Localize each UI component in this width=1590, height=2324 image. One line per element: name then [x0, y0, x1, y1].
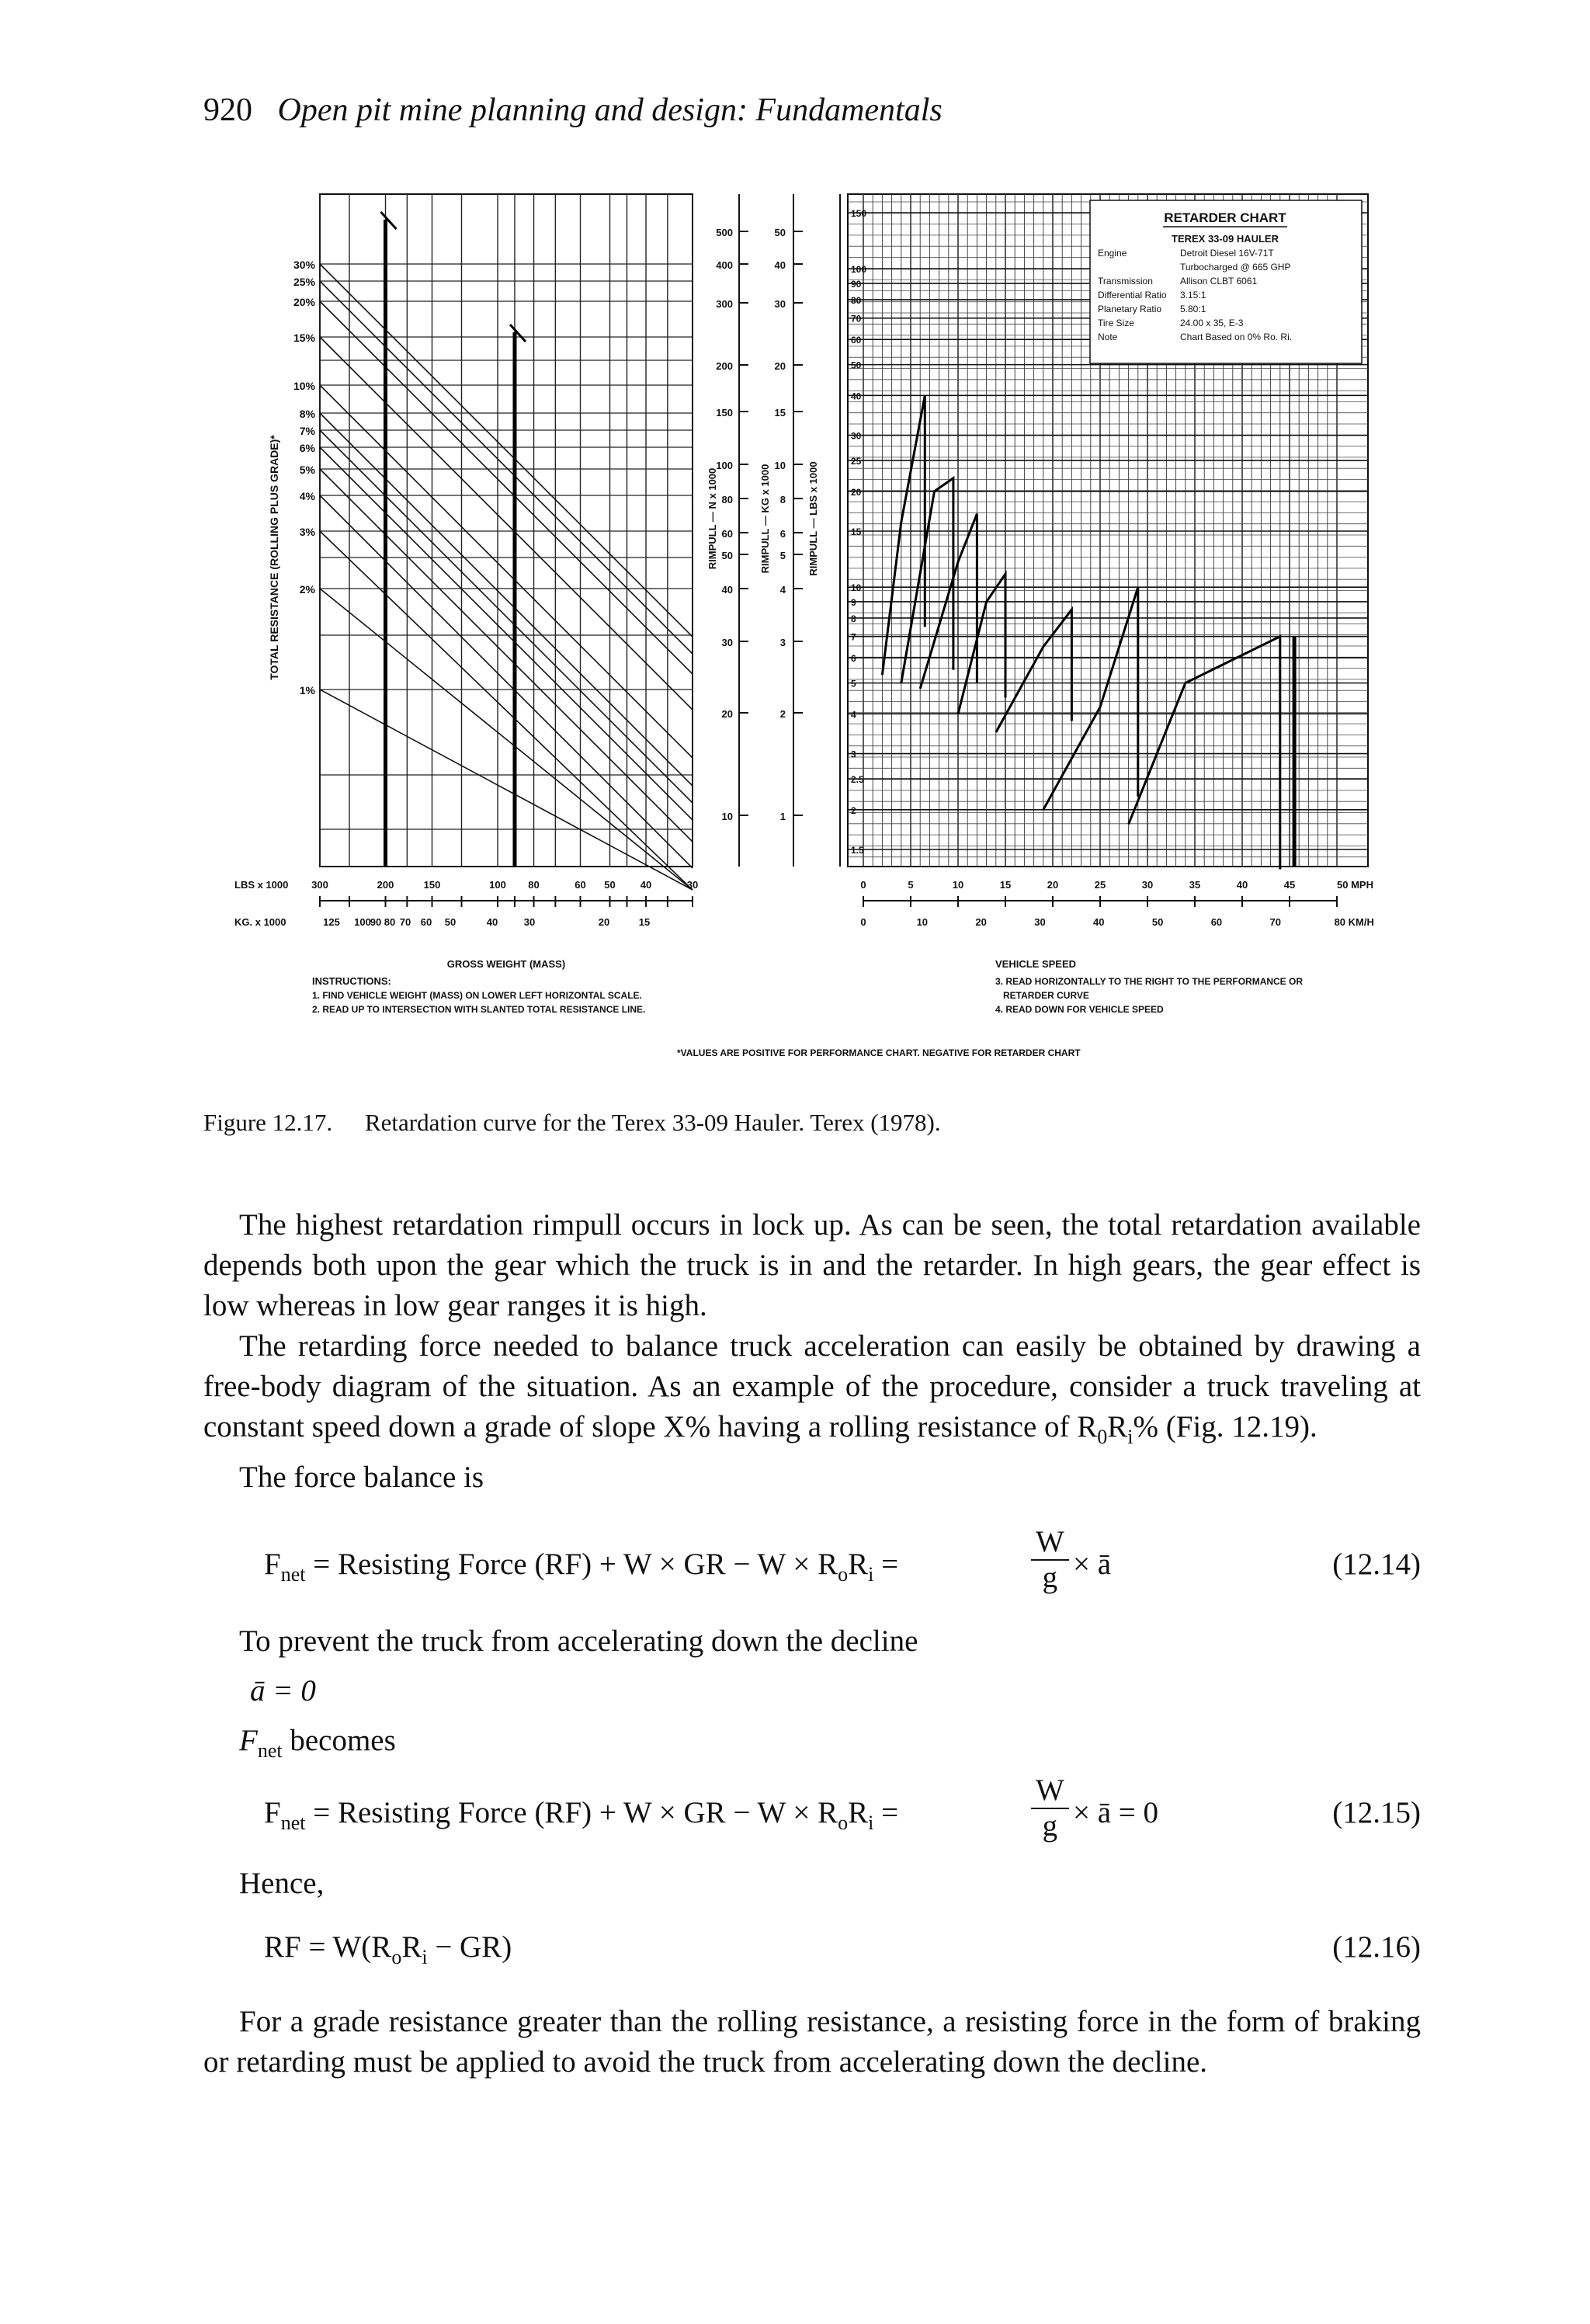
rimpull-lbs-tick: 100 [851, 264, 867, 276]
rimpull-lbs-tick: 30 [851, 430, 862, 442]
rimpull-kg-tick: 5 [779, 550, 786, 561]
rimpull-lbs-tick: 60 [851, 335, 862, 346]
equation-12-14: $F_{net}$ = Resisting Force (RF) + W × GR − $W \times R_oR_i$ = $\frac{W}{g}$ × ā (12.14) [264, 1525, 1421, 1594]
rimpull-lbs-tick: 7 [851, 631, 856, 643]
resistance-tick-label: 7% [299, 425, 315, 437]
kmh-tick-label: 20 [975, 916, 987, 928]
body-text [203, 1205, 1421, 1498]
slanted-resistance-line [320, 495, 693, 868]
rimpull-kg-tick: 50 [774, 227, 786, 238]
spec-value: 3.15:1 [1180, 290, 1206, 300]
kg-tick-label: 50 [444, 916, 457, 928]
lbs-tick-label: 80 [528, 879, 540, 891]
lbs-tick-label: 60 [575, 879, 586, 891]
hence: Hence, [239, 1867, 325, 1900]
kg-tick-label: 100 [354, 916, 371, 928]
instruction-3b: RETARDER CURVE [1003, 990, 1089, 1001]
rimpull-lbs-tick: 50 [851, 360, 862, 371]
rimpull-n-tick: 100 [716, 460, 733, 471]
running-header [203, 92, 943, 129]
rimpull-n-tick: 20 [721, 708, 733, 720]
weight-line-arrow [381, 212, 397, 229]
rimpull-lbs-tick: 9 [851, 596, 856, 608]
rimpull-n-tick: 150 [716, 407, 733, 419]
kmh-tick-label: 30 [1034, 916, 1046, 928]
lbs-axis-label: LBS x 1000 [234, 879, 289, 891]
kg-tick-label: 90 [370, 916, 382, 928]
kg-tick-label: 30 [523, 916, 536, 928]
slanted-resistance-line [320, 690, 693, 890]
rimpull-lbs-tick: 25 [851, 456, 862, 467]
spec-value: Allison CLBT 6061 [1180, 276, 1258, 287]
rimpull-kg-tick: 2 [779, 708, 786, 720]
resistance-tick-label: 5% [299, 464, 315, 476]
equation-12-16: RF = $W(R_oR_i - GR)$ (12.16) [264, 1930, 1421, 1968]
mph-tick-label: 50 MPH [1337, 879, 1373, 891]
resistance-tick-label: 10% [293, 380, 315, 392]
slanted-resistance-line [320, 264, 693, 637]
left-panel-frame [320, 194, 693, 867]
mph-tick-label: 0 [860, 879, 866, 891]
kg-tick-label: 40 [486, 916, 498, 928]
spec-key: Transmission [1098, 276, 1153, 287]
lbs-tick-label: 40 [640, 879, 652, 891]
rimpull-n-tick: 200 [716, 360, 733, 372]
retarder-chart-figure [203, 185, 1430, 1086]
rimpull-n-tick: 400 [716, 259, 733, 271]
rimpull-lbs-tick: 80 [851, 294, 862, 306]
rimpull-kg-tick: 4 [779, 584, 786, 596]
kmh-tick-label: 50 [1151, 916, 1164, 928]
chart-footnote: *VALUES ARE POSITIVE FOR PERFORMANCE CHART. NEGATIVE FOR RETARDER CHART [677, 1047, 1081, 1058]
resistance-tick-label: 4% [299, 490, 315, 502]
mph-tick-label: 5 [908, 879, 914, 891]
rimpull-lbs-tick: 150 [851, 208, 867, 219]
lbs-tick-label: 30 [686, 879, 699, 891]
page-number: 920 [203, 92, 252, 128]
kmh-tick-label: 80 KM/H [1334, 916, 1374, 928]
rimpull-lbs-tick: 40 [851, 391, 862, 402]
kg-axis-label: KG. x 1000 [234, 916, 286, 928]
rimpull-kg-tick: 1 [779, 811, 786, 822]
lbs-tick-label: 50 [604, 879, 616, 891]
rimpull-n-tick: 500 [716, 227, 733, 238]
spec-key: Differential Ratio [1098, 290, 1167, 300]
lbs-tick-label: 200 [377, 879, 394, 891]
paragraph-2: The retarding force needed to balance truck acceleration can easily be obtained by drawing a free-body diagram of the situation. As an example of the procedure, consider a truck traveling at constant speed down a grade of slope X% having a rolling resistance of $R_0R_i\%$ (Fig. 12.19). [203, 1329, 1421, 1448]
slanted-resistance-line [320, 469, 693, 842]
lbs-tick-label: 100 [489, 879, 506, 891]
kg-tick-label: 60 [420, 916, 432, 928]
rimpull-n-tick: 300 [716, 298, 733, 310]
abar-zero: ā = 0 [250, 1674, 316, 1707]
resistance-tick-label: 1% [299, 684, 315, 697]
resistance-tick-label: 2% [299, 583, 315, 596]
slanted-resistance-line [320, 385, 693, 758]
rimpull-lbs-tick: 90 [851, 278, 862, 290]
figure-caption [203, 1109, 941, 1137]
spec-key: Tire Size [1098, 318, 1134, 328]
equation-number: (12.16) [1332, 1930, 1421, 1964]
resistance-tick-label: 25% [293, 276, 315, 288]
rimpull-n-tick: 30 [721, 637, 733, 648]
rimpull-kg-tick: 6 [779, 528, 786, 540]
equation-number: (12.14) [1332, 1548, 1421, 1581]
spec-value: Chart Based on 0% Ro. Ri. [1180, 332, 1293, 342]
equation-number: (12.15) [1332, 1796, 1421, 1829]
left-axis-label: TOTAL RESISTANCE (ROLLING PLUS GRADE)* [268, 435, 280, 680]
slanted-resistance-line [320, 301, 693, 674]
retarder-chart [203, 185, 1430, 1086]
paragraph-5: For a grade resistance greater than the rolling resistance, a resisting force in the form of braking or retarding must be applied to avoid the truck from accelerating down the decline. [203, 2005, 1421, 2079]
rimpull-lbs-label: RIMPULL — LBS x 1000 [807, 461, 819, 576]
slanted-resistance-line [320, 430, 693, 803]
instruction-1: 1. FIND VEHICLE WEIGHT (MASS) ON LOWER LEFT HORIZONTAL SCALE. [312, 990, 642, 1001]
mph-tick-label: 35 [1189, 879, 1201, 891]
kg-tick-label: 20 [598, 916, 610, 928]
mph-tick-label: 20 [1047, 879, 1059, 891]
rimpull-lbs-tick: 2.5 [851, 774, 864, 786]
instructions-title: INSTRUCTIONS: [312, 975, 391, 987]
resistance-tick-label: 15% [293, 332, 315, 344]
mph-tick-label: 25 [1094, 879, 1106, 891]
rimpull-lbs-tick: 70 [851, 313, 862, 325]
body-text-3 [203, 2002, 1421, 2083]
retarder-curve [901, 478, 953, 683]
rimpull-lbs-tick: 10 [851, 582, 862, 594]
spec-key: Planetary Ratio [1098, 304, 1162, 314]
paragraph-1: The highest retardation rimpull occurs in lock up. As can be seen, the total retardation available depends both upon the gear which the truck is in and the retarder. In high gears, the gear effect is low whereas in low gear ranges it is high. [203, 1208, 1421, 1322]
rimpull-lbs-tick: 15 [851, 526, 862, 537]
rimpull-n-tick: 40 [721, 584, 733, 596]
spec-value: 24.00 x 35, E-3 [1180, 318, 1244, 328]
lbs-tick-label: 150 [423, 879, 441, 891]
instruction-4: 4. READ DOWN FOR VEHICLE SPEED [995, 1004, 1164, 1015]
chart-title: RETARDER CHART [1164, 210, 1286, 225]
caption-text: Retardation curve for the Terex 33-09 Hauler. Terex (1978). [364, 1109, 941, 1136]
mph-tick-label: 10 [952, 879, 964, 891]
rimpull-kg-label: RIMPULL — KG x 1000 [759, 464, 771, 574]
rimpull-kg-tick: 10 [774, 460, 786, 471]
rimpull-kg-tick: 40 [774, 259, 786, 271]
kg-tick-label: 125 [323, 916, 340, 928]
resistance-tick-label: 8% [299, 408, 315, 420]
rimpull-lbs-tick: 2 [851, 804, 856, 816]
rimpull-kg-tick: 8 [779, 494, 786, 505]
slanted-resistance-line [320, 531, 693, 890]
weight-line-arrow [510, 325, 526, 342]
rimpull-n-tick: 50 [721, 550, 733, 561]
mph-tick-label: 45 [1283, 879, 1296, 891]
vehicle-speed-label: VEHICLE SPEED [995, 958, 1077, 970]
rimpull-n-tick: 60 [721, 528, 733, 540]
rimpull-kg-tick: 15 [774, 407, 786, 419]
paragraph-3: The force balance is [239, 1460, 484, 1494]
fnet-becomes: $F_{net}$ becomes [239, 1724, 396, 1762]
spec-key: Note [1098, 332, 1118, 342]
kg-tick-label: 80 [384, 916, 396, 928]
rimpull-kg-tick: 20 [774, 360, 786, 372]
rimpull-lbs-tick: 4 [851, 709, 856, 721]
running-title: Open pit mine planning and design: Fundamentals [277, 92, 943, 128]
instruction-2: 2. READ UP TO INTERSECTION WITH SLANTED TOTAL RESISTANCE LINE. [312, 1004, 646, 1015]
slanted-resistance-line [320, 337, 693, 710]
resistance-tick-label: 6% [299, 442, 315, 454]
equation-12-15: $F_{net}$ = Resisting Force (RF) + W × GR − $W \times R_oR_i$ = $\frac{W}{g}$ × ā = 0 (12.15) [264, 1773, 1421, 1843]
mph-tick-label: 15 [999, 879, 1012, 891]
kmh-tick-label: 40 [1093, 916, 1105, 928]
rimpull-lbs-tick: 5 [851, 678, 856, 690]
rimpull-n-label: RIMPULL — N x 1000 [706, 467, 718, 570]
kg-tick-label: 70 [399, 916, 411, 928]
resistance-tick-label: 20% [293, 296, 315, 308]
lbs-tick-label: 300 [311, 879, 328, 891]
mph-tick-label: 40 [1236, 879, 1248, 891]
rimpull-n-tick: 10 [721, 811, 733, 822]
rimpull-n-tick: 80 [721, 494, 733, 505]
rimpull-lbs-tick: 6 [851, 653, 856, 665]
rimpull-lbs-tick: 1.5 [851, 845, 864, 856]
chart-subtitle: TEREX 33-09 HAULER [1172, 233, 1279, 245]
spec-key: Engine [1098, 248, 1127, 259]
kmh-tick-label: 60 [1210, 916, 1223, 928]
body-text-2 [203, 1621, 1421, 1771]
spec-value: Detroit Diesel 16V-71T [1180, 248, 1274, 259]
kmh-tick-label: 10 [916, 916, 929, 928]
spec-value: 5.80:1 [1180, 304, 1206, 314]
resistance-tick-label: 30% [293, 259, 315, 271]
kmh-tick-label: 0 [860, 916, 866, 928]
retarder-curve [958, 574, 1005, 714]
rimpull-lbs-tick: 20 [851, 486, 862, 498]
caption-label: Figure 12.17. [203, 1109, 333, 1136]
spec-value: Turbocharged @ 665 GHP [1180, 262, 1291, 273]
rimpull-lbs-tick: 3 [851, 749, 856, 760]
gross-weight-label: GROSS WEIGHT (MASS) [446, 958, 566, 970]
instruction-3: 3. READ HORIZONTALLY TO THE RIGHT TO THE PERFORMANCE OR [995, 976, 1304, 987]
mph-tick-label: 30 [1141, 879, 1154, 891]
kg-tick-label: 15 [638, 916, 651, 928]
resistance-tick-label: 3% [299, 526, 315, 538]
kmh-tick-label: 70 [1269, 916, 1281, 928]
paragraph-4: To prevent the truck from accelerating down the decline [239, 1624, 918, 1658]
rimpull-kg-tick: 3 [779, 637, 786, 648]
rimpull-kg-tick: 30 [774, 298, 786, 310]
rimpull-lbs-tick: 8 [851, 613, 856, 624]
